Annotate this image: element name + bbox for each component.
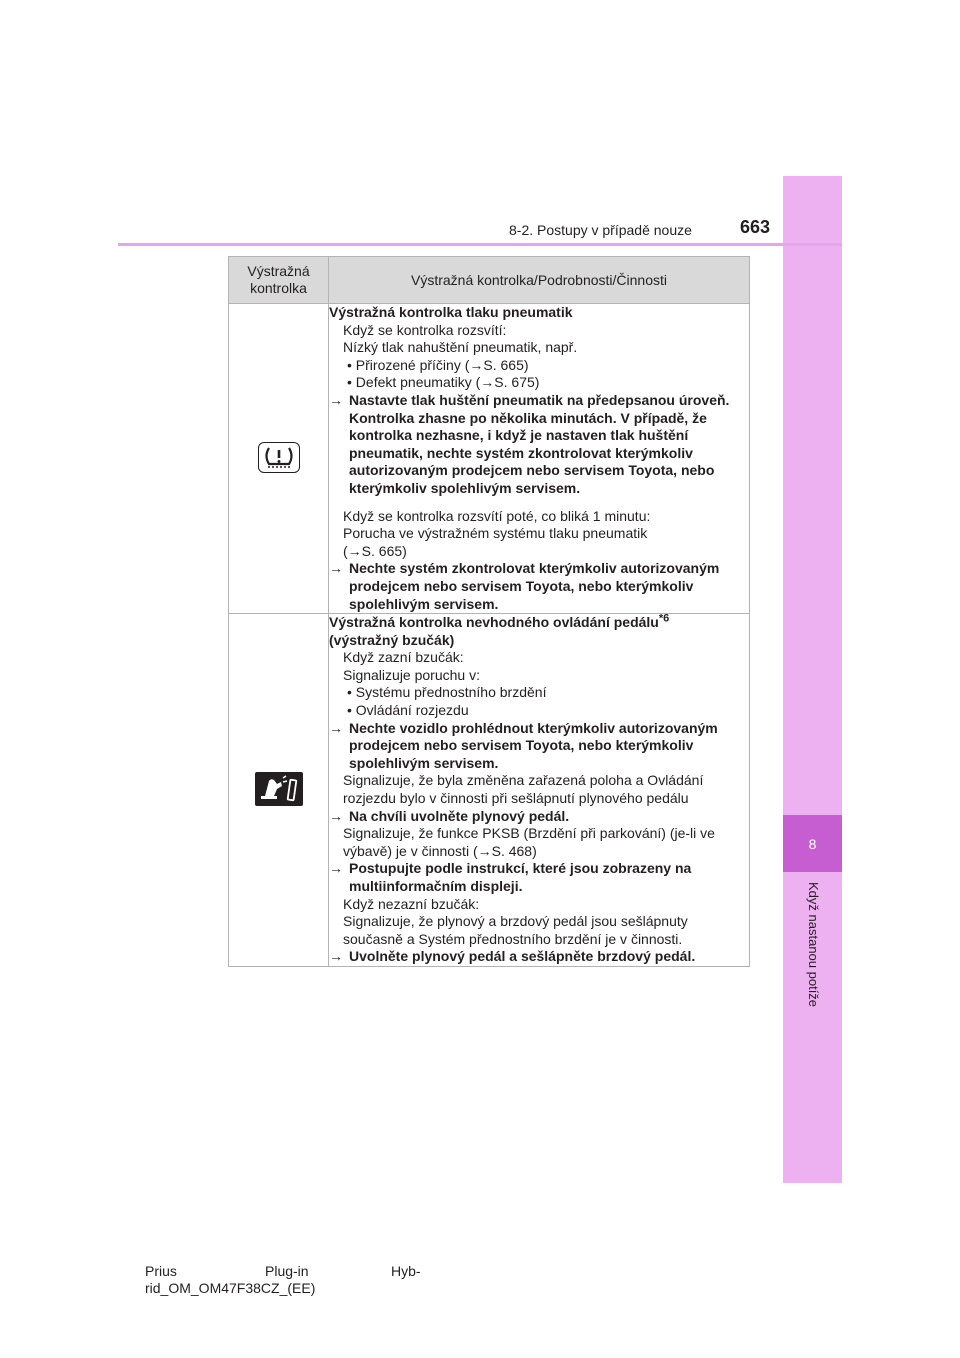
details-cell xyxy=(329,614,750,967)
page-reference: (→S. 665) xyxy=(343,542,407,559)
arrow-icon: → xyxy=(329,719,343,736)
bullet-item: • Přirozené příčiny (→S. 665) xyxy=(347,356,529,373)
warning-subtitle: (výstražný bzučák) xyxy=(329,631,455,648)
details-cell xyxy=(329,304,750,614)
action-item: → Uvolněte plynový pedál a sešlápněte brzdový pedál. xyxy=(329,948,696,965)
arrow-icon: → xyxy=(329,807,343,824)
cause-text: Porucha ve výstražném systému tlaku pneumatik xyxy=(343,525,648,542)
section-title: 8-2. Postupy v případě nouze xyxy=(509,222,692,238)
condition-text: Když se kontrolka rozsvítí poté, co bliká 1 minutu: xyxy=(343,507,651,524)
indicator-cell xyxy=(229,614,329,967)
tire-pressure-warning-icon xyxy=(258,442,300,473)
footer-text: Hyb- xyxy=(391,1263,421,1279)
warning-title: Výstražná kontrolka tlaku pneumatik xyxy=(329,304,573,320)
action-note: Kontrolka zhasne po několika minutách. V případě, že kontrolka nezhasne, i když je nastaven tlak huštění pneumatik, nechte systém zkontrolovat kterýmkoliv autorizovaným prodejcem nebo servisem Toyota, nebo kterýmkoliv spolehlivým servisem. xyxy=(349,409,715,496)
pedal-misapplication-warning-icon xyxy=(255,772,303,806)
document-footer xyxy=(145,1263,421,1297)
arrow-icon: → xyxy=(329,948,343,965)
table-header-row xyxy=(229,257,750,304)
chapter-side-tab xyxy=(783,176,842,1183)
action-item: → Nechte vozidlo prohlédnout kterýmkoliv autorizovaným prodejcem nebo servisem Toyota, nebo kterýmkoliv spolehlivým servisem. xyxy=(329,719,718,771)
page-number: 663 xyxy=(740,217,771,237)
indicator-cell xyxy=(229,304,329,614)
action-item: → Nastavte tlak huštění pneumatik na předepsanou úroveň. xyxy=(329,391,730,408)
column-header-indicator: Výstražná kontrolka xyxy=(229,257,329,304)
condition-text: Když se kontrolka rozsvítí: xyxy=(343,321,507,338)
bullet-item: • Defekt pneumatiky (→S. 675) xyxy=(347,374,540,391)
cause-text: Signalizuje poruchu v: xyxy=(343,666,480,683)
arrow-icon: → xyxy=(329,391,343,408)
condition-text: Když nezazní bzučák: xyxy=(343,895,480,912)
chapter-number: 8 xyxy=(783,815,842,872)
table-row xyxy=(229,304,750,614)
cause-text: Signalizuje, že funkce PKSB (Brzdění při parkování) (je-li ve výbavě) je v činnosti (→S. 468) xyxy=(343,825,715,859)
chapter-label: Když nastanou potíže xyxy=(806,882,821,1008)
table-row xyxy=(229,614,750,967)
footer-text: Plug-in xyxy=(265,1263,309,1279)
bullet-item: • Ovládání rozjezdu xyxy=(347,702,469,719)
bullet-item: • Systému přednostního brzdění xyxy=(347,684,547,701)
footer-text: rid_OM_OM47F38CZ_(EE) xyxy=(145,1280,316,1296)
header-rule xyxy=(118,243,842,246)
arrow-icon: → xyxy=(329,560,343,577)
arrow-icon: → xyxy=(329,860,343,877)
condition-text: Když zazní bzučák: xyxy=(343,649,464,666)
action-item: → Nechte systém zkontrolovat kterýmkoliv autorizovaným prodejcem nebo servisem Toyota, nebo kterýmkoliv spolehlivým servisem. xyxy=(329,560,720,612)
action-item: → Na chvíli uvolněte plynový pedál. xyxy=(329,807,570,824)
footer-text: Prius xyxy=(145,1263,177,1279)
cause-text: Signalizuje, že byla změněna zařazená poloha a Ovládání rozjezdu bylo v činnosti při sešlápnutí plynového pedálu xyxy=(343,772,704,807)
column-header-details: Výstražná kontrolka/Podrobnosti/Činnosti xyxy=(329,257,750,304)
action-item: → Postupujte podle instrukcí, které jsou zobrazeny na multiinformačním displeji. xyxy=(329,860,692,894)
warning-title: Výstražná kontrolka nevhodného ovládání pedálu$^{*6}$ xyxy=(329,612,670,631)
cause-text: Signalizuje, že plynový a brzdový pedál jsou sešlápnuty současně a Systém přednostního brzdění je v činnosti. xyxy=(343,913,688,947)
warning-lights-table xyxy=(228,256,750,967)
cause-text: Nízký tlak nahuštění pneumatik, např. xyxy=(343,339,578,356)
